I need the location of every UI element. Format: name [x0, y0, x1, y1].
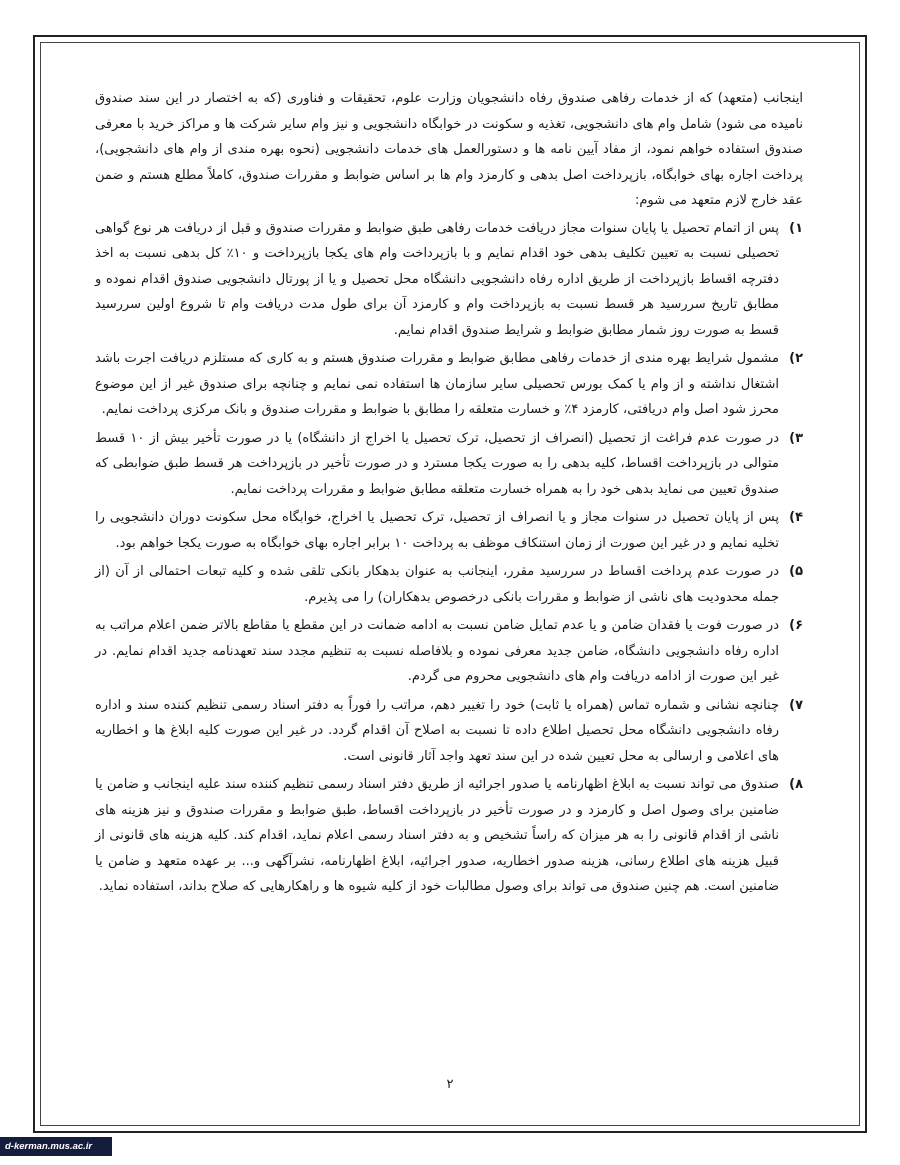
clause-text: چنانچه نشانی و شماره تماس (همراه یا ثابت) خود را تغییر دهم، مراتب را فوراً به دفتر اسناد رسمی تنظیم کننده سند و اداره رفاه دانشجویی دانشگاه محل تحصیل اطلاع داده تا نسبت به اصلاح آن اقدام گردد. در غیر این صورت کلیه ابلاغ ها و اخطاریه های اعلامی و ارسالی به محل تعیین شده در این سند تعهد واجد آثار قانونی است. — [95, 697, 779, 764]
clause-text: صندوق می تواند نسبت به ابلاغ اظهارنامه یا صدور اجرائیه از طریق دفتر اسناد رسمی تنظیم کننده سند علیه اینجانب و ضامن یا ضامنین برای وصول اصل و کارمزد و در صورت تأخیر در بازپرداخت اقساط، طبق ضوابط و مقررات صندوق و نیز هزینه های ناشی از اقدام قانونی را به هر میزان که راساً تشخیص و به دفتر اسناد رسمی اعلام نماید، اقدام کند. کلیه هزینه های قانونی از قبیل هزینه های اطلاع رسانی، هزینه صدور اخطاریه، صدور اجرائیه، ابلاغ اظهارنامه، نشرآگهی و... بر عهده متعهد و ضامن یا ضامنین است. هم چنین صندوق می تواند برای وصول مطالبات خود از کلیه شیوه ها و راهکارهایی که صلاح بداند، استفاده نماید. — [95, 777, 779, 894]
clause-text: پس از اتمام تحصیل یا پایان سنوات مجاز دریافت خدمات رفاهی طبق ضوابط و مقررات صندوق و قبل از دریافت هر نوع گواهی تحصیلی نسبت به تعیین تکلیف بدهی خود اقدام نمایم و با بازپرداخت وام های یکجا بازپرداخت و ١٠٪ کل بدهی نسبت به اخذ دفترچه اقساط بازپرداخت از طریق اداره رفاه دانشجویی دانشگاه محل تحصیل و یا از پورتال دانشجویی صندوق اقدام نموده و مطابق تاریخ سررسید هر قسط نسبت به بازپرداخت وام و کارمزد آن برای طول مدت دریافت وام تا شروع اولین سررسید قسط به صورت روز شمار مطابق ضوابط و شرایط صندوق اقدام نمایم. — [95, 220, 779, 338]
page-number: ٢ — [446, 1077, 454, 1092]
clause-text: مشمول شرایط بهره مندی از خدمات رفاهی مطابق ضوابط و مقررات صندوق هستم و به کاری که مستلزم دریافت اجرت باشد اشتغال نداشته و از وام یا کمک بورس تحصیلی سایر سازمان ها استفاده نمی نمایم و چنانچه برای صندوق غیر از این موضوع محرز شود اصل وام دریافتی، کارمزد ۴٪ و خسارت متعلقه را مطابق با ضوابط و مقررات صندوق و بانک مرکزی پرداخت نمایم. — [95, 351, 779, 417]
clause-number: ۴) — [789, 510, 803, 525]
clause-number: ٢) — [789, 351, 803, 366]
clause-2 — [95, 346, 803, 423]
intro-paragraph: اینجانب (متعهد) که از خدمات رفاهی صندوق رفاه دانشجویان وزارت علوم، تحقیقات و فناوری (که به اختصار در این سند صندوق نامیده می شود) شامل وام های دانشجویی، تغذیه و سکونت در خوابگاه دانشجویی و نیز وام سایر شرکت ها و مراکز خرید با معرفی صندوق استفاده خواهم نمود، از مفاد آیین نامه ها و دستورالعمل های خدمات دانشجویی (نحوه بهره مندی از وام های دانشجویی)، پرداخت اجاره بهای خوابگاه، بازپرداخت اصل بدهی و کارمزد وام ها بر اساس ضوابط و مقررات صندوق، کاملاً مطلع هستم و ضمن عقد خارج لازم متعهد می شوم: — [95, 91, 803, 208]
clause-number: ١) — [789, 220, 803, 236]
clause-number: ٨) — [789, 777, 803, 792]
clause-1 — [95, 216, 803, 344]
clause-3 — [95, 426, 803, 503]
document-body — [95, 86, 803, 903]
clause-text: پس از پایان تحصیل در سنوات مجاز و یا انصراف از تحصیل، ترک تحصیل یا اخراج، خوابگاه محل سکونت دوران دانشجویی را تخلیه نمایم و در غیر این صورت از زمان استنکاف موظف به پرداخت ١٠ برابر اجاره بهای خوابگاه به صورت یکجا خواهم بود. — [95, 510, 779, 551]
clause-list — [95, 216, 803, 900]
clause-7 — [95, 693, 803, 770]
clause-number: ۵) — [789, 564, 803, 579]
clause-text: در صورت عدم فراغت از تحصیل (انصراف از تحصیل، ترک تحصیل یا اخراج از دانشگاه) یا در صورت تأخیر بیش از ١٠ قسط متوالی در بازپرداخت اقساط، کلیه بدهی را به صورت یکجا مسترد و در صورت تأخیر در بازپرداخت هر قسط طبق ضوابطی که صندوق تعیین می نماید بدهی خود را به همراه خسارت متعلقه مطابق ضوابط و مقررات پرداخت نمایم. — [95, 430, 779, 497]
clause-5 — [95, 559, 803, 610]
clause-4 — [95, 505, 803, 556]
clause-6 — [95, 613, 803, 690]
clause-text: در صورت فوت یا فقدان ضامن و یا عدم تمایل ضامن نسبت به ادامه ضمانت در این مقطع یا مقاطع بالاتر ضمن اعلام مراتب به اداره رفاه دانشجویی دانشگاه، ضامن جدید معرفی نموده و بلافاصله نسبت به تنظیم مجدد سند تعهدنامه جدید اقدام نمایم. در غیر این صورت از ادامه دریافت وام های دانشجویی محروم می گردم. — [95, 618, 779, 684]
site-watermark: d-kerman.mus.ac.ir — [0, 1137, 112, 1156]
clause-number: ۶) — [789, 618, 803, 633]
clause-number: ٣) — [789, 430, 803, 446]
clause-text: در صورت عدم پرداخت اقساط در سررسید مقرر، اینجانب به عنوان بدهکار بانکی تلقی شده و کلیه تبعات احتمالی از آن (از جمله محدودیت های ناشی از ضوابط و مقررات بانکی درخصوص بدهکاران) را می پذیرم. — [95, 564, 779, 605]
clause-number: ٧) — [789, 697, 803, 713]
clause-8 — [95, 772, 803, 900]
